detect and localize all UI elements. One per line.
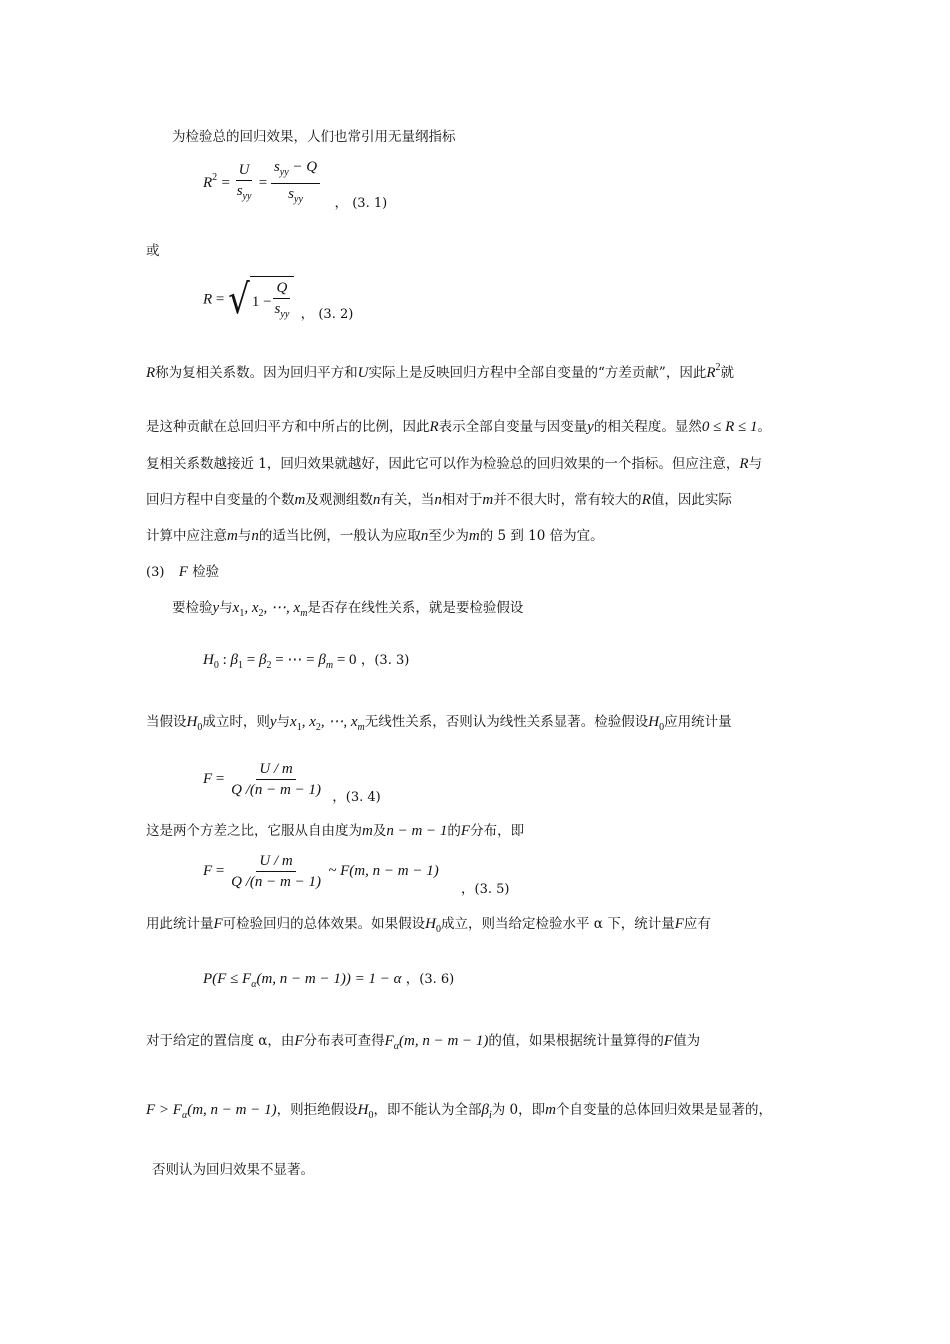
paragraph-line: $F > F_\alpha(m$, n − m − 1)，则拒绝假设$H_0$，即不能认为全部$\beta_i$为 0，即m个自变量的总体回归效果是显著的， [146, 1102, 772, 1121]
paragraph-line: R称为复相关系数。因为回归平方和U实际上是反映回归方程中全部自变量的“方差贡献”，因此$R^2$就 [146, 362, 734, 381]
paragraph-line: 当假设$H_0$成立时，则y与$x_1$, $x_2$, ⋯, $x_m$无线性关系，否则认为线性关系显著。检验假设$H_0$应用统计量 [146, 714, 732, 733]
equation-tag: (3. 4) [345, 790, 381, 805]
equation-3-4: F = $\frac{U / m}{Q /(n - m - 1)}$ ，(3. 4) [203, 761, 381, 805]
section-heading: (3) F 检验 [146, 564, 220, 580]
equation-tag: (3. 1) [352, 196, 388, 211]
equation-3-5: F = $\frac{U / m}{Q /(n - m - 1)}$ ~ F(m, n − m − 1) ，(3. 5) [203, 853, 510, 897]
fraction-u-over-syy: $\frac{U}{s_{yy}}$ [236, 162, 252, 202]
paragraph-line: 复相关系数越接近 1，回归效果就越好，因此它可以作为检验总的回归效果的一个指标。但应注意，R与 [146, 456, 763, 472]
or-word: 或 [146, 243, 160, 259]
paragraph-line: 否则认为回归效果不显著。 [152, 1162, 314, 1178]
paragraph-line: 对于给定的置信度 α，由F分布表可查得$F_\alpha(m$, n − m − 1)的值，如果根据统计量算得的F值为 [146, 1033, 701, 1052]
paragraph-line: 是这种贡献在总回归平方和中所占的比例，因此R表示全部自变量与因变量y的相关程度。显然0 ≤ R ≤ 1。 [146, 419, 771, 435]
fraction-f-statistic: $\frac{U / m}{Q /(n - m - 1)}$ [231, 761, 321, 798]
square-root: √ 1 − $\frac{Q}{s_{yy}}$ [228, 276, 294, 324]
equation-tag: (3. 5) [474, 882, 510, 897]
paragraph-line: 这是两个方差之比，它服从自由度为m及n − m − 1的F分布，即 [146, 823, 525, 839]
fraction-f-statistic: $\frac{U / m}{Q /(n - m - 1)}$ [231, 853, 321, 890]
paragraph-line: 回归方程中自变量的个数m及观测组数n有关，当n相对于m并不很大时，常有较大的R值，因此实际 [146, 492, 732, 508]
equation-3-3: $H_0$ : $\beta_1 = \beta_2$ = ⋯ = $\beta_m = 0$ ，(3. 3) [203, 652, 410, 671]
equation-3-1: $R^2$ = $\frac{U}{s_{yy}}$ = $\frac{s_{yy} - Q}{s_{yy}}$ ， (3. 1) [203, 159, 388, 211]
equation-tag: (3. 3) [374, 653, 410, 668]
intro-line: 为检验总的回归效果，人们也常引用无量纲指标 [172, 129, 456, 145]
paragraph-line: 计算中应注意m与n的适当比例，一般认为应取n至少为m的 5 到 10 倍为宜。 [146, 528, 604, 544]
equation-tag: (3. 2) [318, 306, 354, 322]
equation-3-2: R = √ 1 − $\frac{Q}{s_{yy}}$ ， (3. 2) [203, 276, 354, 324]
paragraph-line: 用此统计量F可检验回归的总体效果。如果假设$H_0$成立，则当给定检验水平 α 下，统计量F应有 [146, 916, 711, 935]
paragraph-line: 要检验y与$x_1$, $x_2$, ⋯, $x_m$是否存在线性关系，就是要检验假设 [172, 600, 524, 619]
equation-3-6: $P(F \le F_\alpha(m$, n − m − 1)) = 1 − α ，(3. 6) [203, 971, 455, 990]
fraction-syy-minus-q: $\frac{s_{yy} - Q}{s_{yy}}$ [271, 158, 320, 209]
equation-tag: (3. 6) [419, 972, 455, 987]
